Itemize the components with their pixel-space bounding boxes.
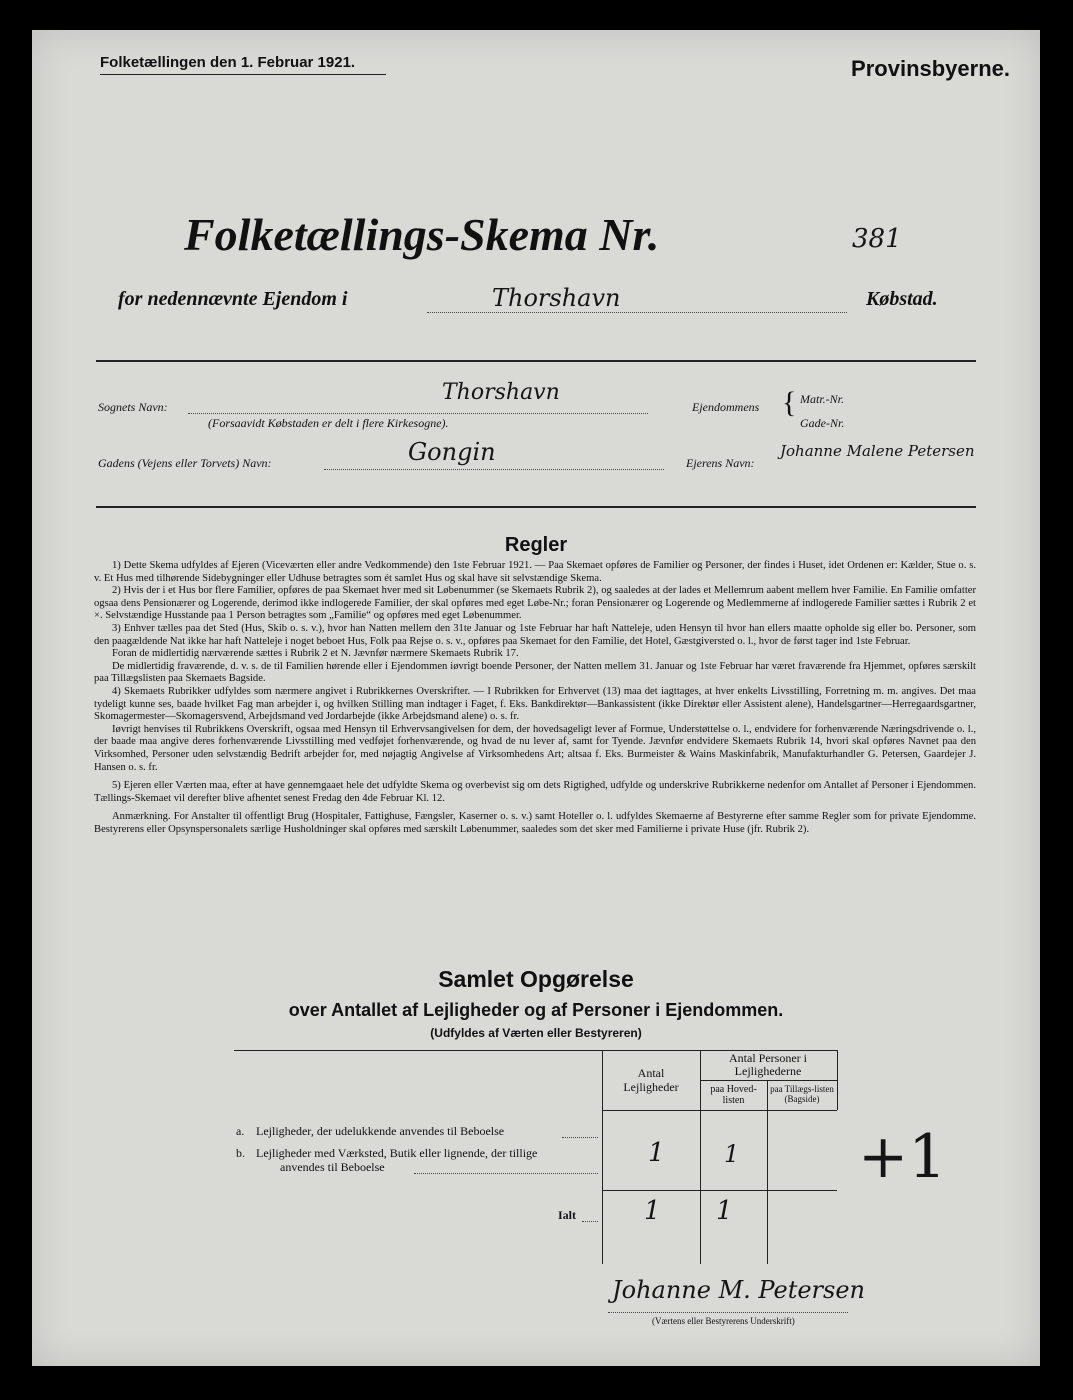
signature-line (608, 1312, 848, 1313)
rules-body (94, 560, 976, 836)
summary-note: (Udfyldes af Værten eller Bestyreren) (430, 1026, 642, 1040)
property-label: Ejendommens (692, 400, 760, 414)
total-label: Ialt (558, 1208, 576, 1222)
table-total-rule (602, 1190, 837, 1191)
owner-value: Johanne Malene Petersen (780, 442, 975, 460)
margin-note: +1 (858, 1122, 947, 1192)
signature: Johanne M. Petersen (612, 1276, 865, 1304)
table-col-divider-3 (767, 1080, 768, 1264)
form-number: 381 (852, 224, 902, 254)
parish-label: Sognets Navn: (98, 400, 168, 414)
fields-divider (96, 506, 976, 508)
row-b-leader (414, 1173, 598, 1174)
rule-2: 2) Hvis der i et Hus bor flere Familier, opføres de paa Skemaet hver med sit Løbenummer (se Skemaets Rubrik 2), og saaledes at der lades et Mellemrum aabent mellem hver Familie. En Familie omfatter ogsaa dens Pensionærer og Logerende, derimod ikke indlogerede Familier, der skal opføres med eget Løbe-Nr.; foran Pensionærer og Logerende og Medlemmerne af indlogerede Familier sættes i Rubrik 2 et ×. Selvstændige Husstande paa 1 Person betragtes som „Familie“ og opføres med eget Løbenummer. (94, 585, 976, 622)
row-b-main: 1 (724, 1140, 740, 1168)
row-a-letter: a. (236, 1124, 245, 1138)
owner-label: Ejerens Navn: (686, 456, 755, 470)
table-header-rule (602, 1110, 837, 1111)
summary-subheading: over Antallet af Lejligheder og af Personer i Ejendommen. (288, 1000, 784, 1020)
rule-4-continued: Iøvrigt henvises til Rubrikkens Overskrift, ogsaa med Hensyn til Erhvervsangivelsen for dem, der hovedsageligt lever af Formue, Understøttelse o. l., endvidere for forhenværende Næringsdrivende o. l., der baade maa angive deres forhenværende Livsstilling med vedføjet forhenværende, og hvad de nu lever af, samt for Tyende. Jævnfør endvidere Skemaets Rubrik 14, hvori skal opføres Navnet paa den Virksomhed, Personer uden selvstændig Bedrift arbejder for, med nøjagtig Angivelse af Virksomhedens Art; altsaa f. Eks. Burmeister & Wains Maskinfabrik, Manufakturhandler G. Petersen, Gaardejer J. Hansen o. s. fr. (94, 723, 976, 773)
rule-note: Anmærkning. For Anstalter til offentligt Brug (Hospitaler, Fattighuse, Fængsler, Kaserner o. s. v.) samt Hoteller o. l. udfyldes Skemaerne af Bestyrerne efter samme Regler som for private Ejendomme. Bestyrerens eller Opsynspersonalets særlige Husholdninger skal opføres med særskilt Løbenummer, saaledes som det sker med Familierne i private Huse (jfr. Rubrik 2). (94, 811, 976, 835)
row-b-label-2: anvendes til Beboelse (280, 1160, 385, 1174)
row-b-letter: b. (236, 1146, 245, 1160)
region-label: Provinsbyerne. (851, 56, 1010, 81)
rule-4: 4) Skemaets Rubrikker udfyldes som nærmere angivet i Rubrikkernes Overskrifter. — I Rubrikken for Erhvervet (13) maa det iagttages, at hver enkelts Livsstilling, Forretning m. m. angives. Det maa tydeligt kunne ses, baade hvilket Fag man arbejder i, og hvilken Stilling man indtager i Faget, f. Eks. Bankdirektør—Bankassistent (ikke Direktør eller Assistent alene), Handelsgartner—Herregaardsgartner, Skomagermester—Skomagersvend, Arbejdsmand ved Jordarbejde (ikke Arbejdsmand alene) o. s. fr. (94, 685, 976, 723)
signature-caption: (Værtens eller Bestyrerens Underskrift) (652, 1316, 795, 1326)
table-col-divider-4 (837, 1050, 838, 1110)
parish-note: (Forsaavidt Købstaden er delt i flere Kirkesogne). (208, 416, 449, 430)
row-b-apartments: 1 (648, 1138, 665, 1168)
table-col-divider-1 (602, 1050, 603, 1264)
form-subtitle-left: for nedennævnte Ejendom i (118, 288, 348, 310)
street-value: Gongin (408, 438, 496, 466)
census-header: Folketællingen den 1. Februar 1921. (100, 54, 356, 71)
rule-3-present: Foran de midlertidig nærværende sættes i Rubrik 2 et N. Jævnfør nærmere Skemaets Rubrik 17. (112, 648, 519, 660)
census-header-underline (100, 74, 386, 75)
form-title: Folketællings-Skema Nr. (184, 209, 660, 260)
col-supp-header: paa Tillægs-listen (Bagside) (770, 1084, 834, 1104)
parish-value: Thorshavn (442, 380, 560, 405)
parish-line (188, 413, 648, 414)
row-b-label-1: Lejligheder med Værksted, Butik eller lignende, der tillige (256, 1146, 538, 1160)
col-main-header: paa Hoved-listen (710, 1084, 757, 1106)
rule-3-absent: De midlertidig fraværende, d. v. s. de til Familien hørende eller i Ejendommen iøvrigt boende Personer, der Natten mellem 31. Januar og 1ste Februar har været fraværende fra Hjemmet, opføres særskilt paa Tillægslisten paa Skemaets Bagside. (94, 660, 976, 685)
rule-3: 3) Enhver tælles paa det Sted (Hus, Skib o. s. v.), hvor han Natten mellem den 31te Januar og 1ste Februar har haft Natteleje, uden Hensyn til hvor han ellers maatte opholde sig eller bo. Personer, som den paagældende Nat ikke har haft Natteleje i noget beboet Hus, Folk paa Rejse o. s. v., opføres paa Skemaet for den Familie, det Hotel, Gæstgiversted o. l., hvor de først tager ind 1ste Februar. (94, 622, 976, 647)
street-line (324, 469, 664, 470)
summary-heading: Samlet Opgørelse (438, 966, 634, 992)
city-line (427, 312, 847, 313)
rule-1: 1) Dette Skema udfyldes af Ejeren (Viceværten eller andre Vedkommende) den 1ste Februar 1921. — Paa Skemaet opføres de Familier og Personer, der findes i Huset, idet Ordenen er: Kælder, Stue o. s. v. Et Hus med tilhørende Sidebygninger eller Udhuse betragtes som ét samlet Hus og skal have sit selvstændige Skema. (94, 560, 976, 584)
gade-label: Gade-Nr. (800, 416, 845, 430)
street-label: Gadens (Vejens eller Torvets) Navn: (98, 456, 272, 470)
city-value: Thorshavn (492, 284, 621, 312)
row-a-leader (562, 1137, 598, 1138)
census-form-sheet (32, 30, 1040, 1366)
table-subheader-rule (700, 1080, 837, 1081)
total-apartments: 1 (644, 1196, 661, 1226)
matr-label: Matr.-Nr. (800, 392, 845, 406)
form-subtitle-right: Købstad. (866, 288, 938, 310)
col-apartments-header: Antal Lejligheder (623, 1066, 679, 1094)
total-leader (582, 1221, 598, 1222)
property-brace: { (782, 386, 797, 419)
total-main: 1 (716, 1196, 733, 1226)
table-col-divider-2 (700, 1050, 701, 1264)
rule-5: 5) Ejeren eller Værten maa, efter at have gennemgaaet hele det udfyldte Skema og overbevist sig om dets Rigtighed, udfylde og underskrive Rubrikkerne nedenfor om Antallet af Personer i Ejendommen. Tællings-Skemaet vil derefter blive afhentet senest Fredag den 4de Februar Kl. 12. (94, 780, 976, 804)
header-divider (96, 360, 976, 362)
row-a-label: Lejligheder, der udelukkende anvendes til Beboelse (256, 1124, 505, 1138)
rules-heading: Regler (504, 534, 568, 556)
col-persons-header: Antal Personer i Lejlighederne (729, 1051, 807, 1078)
